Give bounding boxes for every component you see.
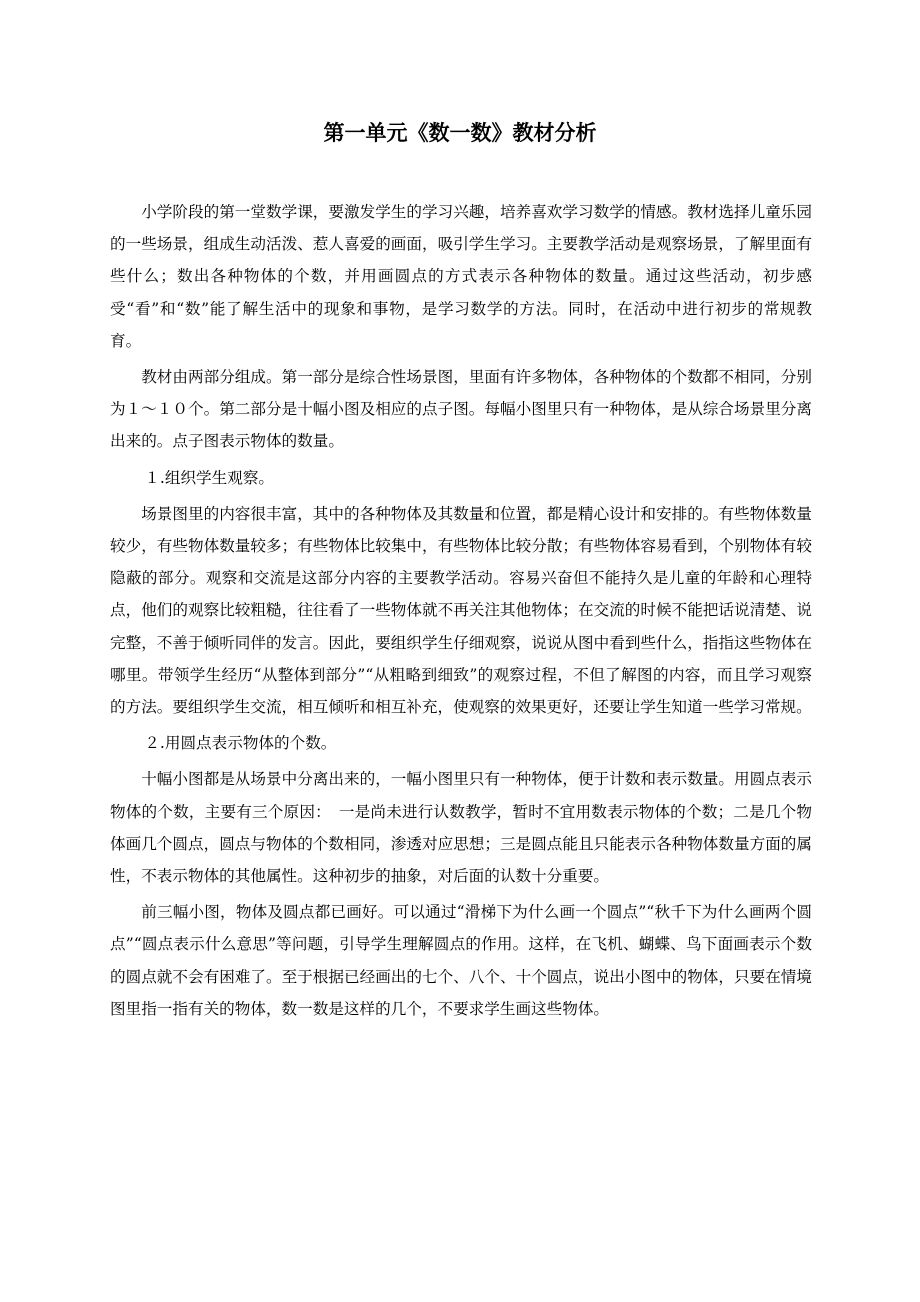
paragraph-structure: 教材由两部分组成。第一部分是综合性场景图，里面有许多物体，各种物体的个数都不相同，分别为１～１０个。第二部分是十幅小图及相应的点子图。每幅小图里只有一种物体，是从综合场景里分离出来的。点子图表示物体的数量。 (110, 368, 812, 451)
paragraph-intro: 小学阶段的第一堂数学课，要激发学生的学习兴趣，培养喜欢学习数学的情感。教材选择儿童乐园的一些场景，组成生动活泼、惹人喜爱的画面，吸引学生学习。主要教学活动是观察场景，了解里面有些什么；数出各种物体的个数，并用画圆点的方式表示各种物体的数量。通过这些活动，初步感受“看”和“数”能了解生活中的现象和事物，是学习数学的方法。同时，在活动中进行初步的常规教育。 (110, 203, 812, 350)
paragraph-observe: 场景图里的内容很丰富，其中的各种物体及其数量和位置，都是精心设计和安排的。有些物体数量较少，有些物体数量较多；有些物体比较集中，有些物体比较分散；有些物体容易看到，个别物体有较隐蔽的部分。观察和交流是这部分内容的主要教学活动。容易兴奋但不能持久是儿童的年龄和心理特点，他们的观察比较粗糙，往往看了一些物体就不再关注其他物体；在交流的时候不能把话说清楚、说完整，不善于倾听同伴的发言。因此，要组织学生仔细观察，说说从图中看到些什么，指指这些物体在哪里。带领学生经历“从整体到部分”“从粗略到细致”的观察过程，不但了解图的内容，而且学习观察的方法。要组织学生交流，相互倾听和相互补充，使观察的效果更好，还要让学生知道一些学习常规。 (110, 504, 812, 717)
paragraph-dots-reasons: 十幅小图都是从场景中分离出来的，一幅小图里只有一种物体，便于计数和表示数量。用圆点表示物体的个数，主要有三个原因： 一是尚未进行认数教学，暂时不宜用数表示物体的个数；二是几个物体画几个圆点，圆点与物体的个数相同，渗透对应思想；三是圆点能且只能表示各种物体数量方面的属性，不表示物体的其他属性。这种初步的抽象，对后面的认数十分重要。 (110, 770, 812, 886)
document-title: 第一单元《数一数》教材分析 (323, 121, 597, 145)
section-heading-dots: ２.用圆点表示物体的个数。 (144, 734, 337, 753)
paragraph-dots-practice: 前三幅小图，物体及圆点都已画好。可以通过“滑梯下为什么画一个圆点”“秋千下为什么画两个圆点”“圆点表示什么意思”等问题，引导学生理解圆点的作用。这样，在飞机、蝴蝶、鸟下面画表示个数的圆点就不会有困难了。至于根据已经画出的七个、八个、十个圆点，说出小图中的物体，只要在情境图里指一指有关的物体，数一数是这样的几个，不要求学生画这些物体。 (110, 903, 812, 1018)
document-body (110, 196, 812, 1029)
section-heading-observe: １.组织学生观察。 (144, 468, 275, 487)
